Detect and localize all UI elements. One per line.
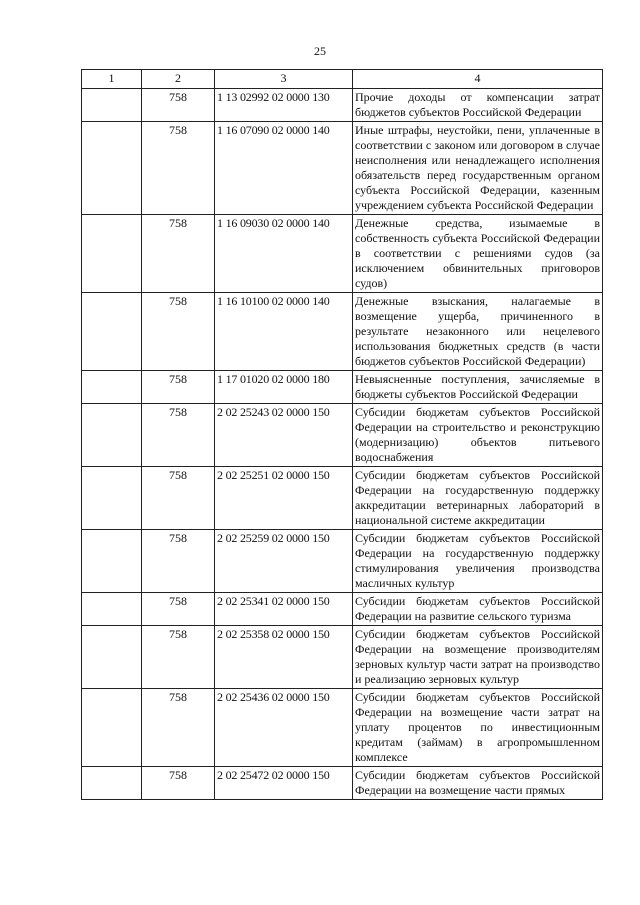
cell-admin-code: 758 xyxy=(142,467,215,530)
table-row xyxy=(82,530,603,593)
cell-admin-code: 758 xyxy=(142,215,215,293)
cell-admin-code: 758 xyxy=(142,293,215,371)
table-row xyxy=(82,689,603,767)
header-col-1: 1 xyxy=(82,70,142,89)
cell-admin-code: 758 xyxy=(142,626,215,689)
cell-index xyxy=(82,215,142,293)
table-row xyxy=(82,293,603,371)
table-row xyxy=(82,215,603,293)
cell-description: Субсидии бюджетам субъектов Российской Федерации на возмещение части прямых xyxy=(353,767,603,800)
cell-index xyxy=(82,593,142,626)
cell-description: Невыясненные поступления, зачисляемые в бюджеты субъектов Российской Федерации xyxy=(353,371,603,404)
cell-description: Субсидии бюджетам субъектов Российской Федерации на строительство и реконструкцию (модернизацию) объектов питьевого водоснабжения xyxy=(353,404,603,467)
cell-index xyxy=(82,767,142,800)
cell-index xyxy=(82,293,142,371)
cell-index xyxy=(82,530,142,593)
table-row xyxy=(82,467,603,530)
document-table xyxy=(81,69,603,800)
header-col-2: 2 xyxy=(142,70,215,89)
table-row xyxy=(82,371,603,404)
cell-index xyxy=(82,404,142,467)
table-header-row xyxy=(82,70,603,89)
cell-revenue-code: 2 02 25243 02 0000 150 xyxy=(215,404,353,467)
cell-admin-code: 758 xyxy=(142,404,215,467)
cell-revenue-code: 2 02 25358 02 0000 150 xyxy=(215,626,353,689)
cell-description: Прочие доходы от компенсации затрат бюджетов субъектов Российской Федерации xyxy=(353,89,603,122)
cell-description: Иные штрафы, неустойки, пени, уплаченные в соответствии с законом или договором в случае неисполнения или ненадлежащего исполнения обязательств перед государственным органом субъекта Российской Федерации, казенным учреждением субъекта Российской Федерации xyxy=(353,122,603,215)
cell-description: Субсидии бюджетам субъектов Российской Федерации на государственную поддержку аккредитации ветеринарных лабораторий в национальной системе аккредитации xyxy=(353,467,603,530)
table-row xyxy=(82,89,603,122)
page-number: 25 xyxy=(314,44,326,58)
cell-admin-code: 758 xyxy=(142,593,215,626)
cell-description: Субсидии бюджетам субъектов Российской Федерации на развитие сельского туризма xyxy=(353,593,603,626)
cell-index xyxy=(82,371,142,404)
cell-revenue-code: 1 13 02992 02 0000 130 xyxy=(215,89,353,122)
cell-index xyxy=(82,467,142,530)
cell-description: Денежные взыскания, налагаемые в возмещение ущерба, причиненного в результате незаконного или нецелевого использования бюджетных средств (в части бюджетов субъектов Российской Федерации) xyxy=(353,293,603,371)
cell-description: Денежные средства, изымаемые в собственность субъекта Российской Федерации в соответствии с решениями судов (за исключением обвинительных приговоров судов) xyxy=(353,215,603,293)
cell-admin-code: 758 xyxy=(142,371,215,404)
cell-revenue-code: 2 02 25259 02 0000 150 xyxy=(215,530,353,593)
cell-description: Субсидии бюджетам субъектов Российской Федерации на государственную поддержку стимулирования увеличения производства масличных культур xyxy=(353,530,603,593)
cell-admin-code: 758 xyxy=(142,89,215,122)
header-col-4: 4 xyxy=(353,70,603,89)
cell-revenue-code: 1 16 09030 02 0000 140 xyxy=(215,215,353,293)
cell-revenue-code: 1 16 10100 02 0000 140 xyxy=(215,293,353,371)
cell-description: Субсидии бюджетам субъектов Российской Федерации на возмещение части затрат на уплату процентов по инвестиционным кредитам (займам) в агропромышленном комплексе xyxy=(353,689,603,767)
cell-index xyxy=(82,122,142,215)
cell-revenue-code: 2 02 25472 02 0000 150 xyxy=(215,767,353,800)
cell-index xyxy=(82,89,142,122)
header-col-3: 3 xyxy=(215,70,353,89)
cell-admin-code: 758 xyxy=(142,689,215,767)
table-row xyxy=(82,767,603,800)
cell-revenue-code: 1 16 07090 02 0000 140 xyxy=(215,122,353,215)
cell-revenue-code: 1 17 01020 02 0000 180 xyxy=(215,371,353,404)
cell-admin-code: 758 xyxy=(142,122,215,215)
table-row xyxy=(82,404,603,467)
cell-index xyxy=(82,626,142,689)
table-row xyxy=(82,626,603,689)
table-row xyxy=(82,122,603,215)
cell-revenue-code: 2 02 25436 02 0000 150 xyxy=(215,689,353,767)
cell-description: Субсидии бюджетам субъектов Российской Федерации на возмещение производителям зерновых культур части затрат на производство и реализацию зерновых культур xyxy=(353,626,603,689)
table-row xyxy=(82,593,603,626)
cell-index xyxy=(82,689,142,767)
cell-revenue-code: 2 02 25251 02 0000 150 xyxy=(215,467,353,530)
cell-admin-code: 758 xyxy=(142,767,215,800)
cell-revenue-code: 2 02 25341 02 0000 150 xyxy=(215,593,353,626)
cell-admin-code: 758 xyxy=(142,530,215,593)
